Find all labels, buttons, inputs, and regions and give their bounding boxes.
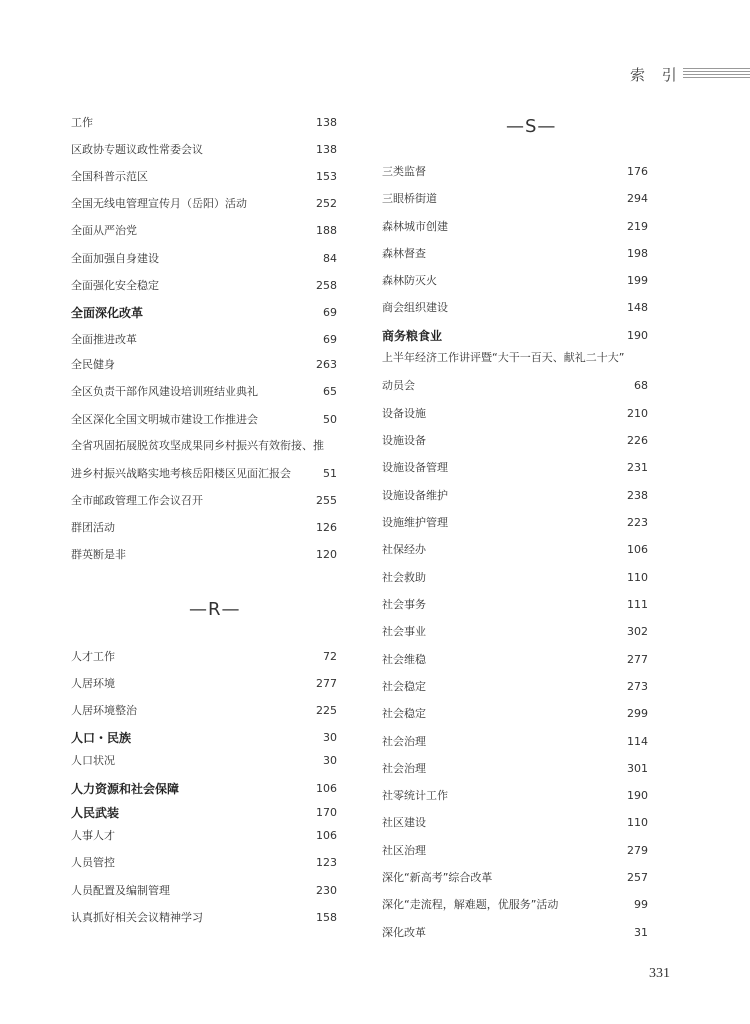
index-entry bbox=[382, 404, 648, 424]
index-entry bbox=[382, 868, 648, 888]
index-term: 社会稳定 bbox=[382, 680, 426, 693]
index-entry bbox=[382, 677, 648, 697]
index-term: 人才工作 bbox=[71, 650, 115, 663]
index-page-number: 106 bbox=[316, 829, 337, 842]
index-entry bbox=[71, 881, 337, 901]
index-term: 人民武装 bbox=[71, 806, 120, 820]
header-title: 索 引 bbox=[630, 66, 683, 84]
index-term: 全国无线电管理宣传月（岳阳）活动 bbox=[71, 197, 247, 210]
index-page-number: 257 bbox=[627, 871, 648, 884]
index-entry bbox=[71, 751, 337, 771]
index-term: 群团活动 bbox=[71, 521, 115, 534]
index-page-number: 223 bbox=[627, 516, 648, 529]
index-entry bbox=[382, 298, 648, 318]
index-entry bbox=[382, 217, 648, 237]
index-page-number: 238 bbox=[627, 489, 648, 502]
index-page-number: 65 bbox=[323, 385, 337, 398]
index-page-number: 50 bbox=[323, 413, 337, 426]
index-term: 区政协专题议政性常委会议 bbox=[71, 143, 203, 156]
index-entry bbox=[382, 162, 648, 182]
index-term: 全省巩固拓展脱贫攻坚成果同乡村振兴有效衔接、推 bbox=[71, 439, 324, 452]
index-page-number: 231 bbox=[627, 461, 648, 474]
index-term: 全面深化改革 bbox=[71, 306, 144, 320]
index-page-number: 31 bbox=[634, 926, 648, 939]
index-page-number: 106 bbox=[627, 543, 648, 556]
index-entry bbox=[71, 728, 337, 748]
index-entry bbox=[71, 194, 337, 214]
index-entry bbox=[71, 545, 337, 565]
index-page-number: 110 bbox=[627, 816, 648, 829]
index-entry bbox=[71, 355, 337, 375]
index-term: 商务粮食业 bbox=[382, 329, 443, 343]
index-entry bbox=[382, 622, 648, 642]
index-page-number: 226 bbox=[627, 434, 648, 447]
index-page-number: 126 bbox=[316, 521, 337, 534]
index-page-number: 158 bbox=[316, 911, 337, 924]
index-page-number: 277 bbox=[627, 653, 648, 666]
index-term: 全面强化安全稳定 bbox=[71, 279, 159, 292]
index-page-number: 111 bbox=[627, 598, 648, 611]
index-term: 社零统计工作 bbox=[382, 789, 448, 802]
index-term: 社会事业 bbox=[382, 625, 426, 638]
index-page-number: 190 bbox=[627, 329, 648, 342]
page-number: 331 bbox=[649, 966, 670, 981]
index-term: 工作 bbox=[71, 116, 93, 129]
index-page-number: 188 bbox=[316, 224, 337, 237]
index-entry bbox=[382, 895, 648, 915]
index-term: 人员配置及编制管理 bbox=[71, 884, 170, 897]
index-page-number: 120 bbox=[316, 548, 337, 561]
index-term: 社会稳定 bbox=[382, 707, 426, 720]
index-entry bbox=[382, 595, 648, 615]
index-entry bbox=[382, 376, 648, 396]
index-page-number: 72 bbox=[323, 650, 337, 663]
index-term: 人口状况 bbox=[71, 754, 115, 767]
index-term: 森林城市创建 bbox=[382, 220, 448, 233]
index-entry bbox=[382, 271, 648, 291]
index-page-number: 190 bbox=[627, 789, 648, 802]
index-entry bbox=[71, 167, 337, 187]
index-entry bbox=[71, 436, 337, 456]
index-page-number: 252 bbox=[316, 197, 337, 210]
index-term: 全市邮政管理工作会议召开 bbox=[71, 494, 203, 507]
index-entry bbox=[71, 249, 337, 269]
index-entry bbox=[71, 113, 337, 133]
index-term: 动员会 bbox=[382, 379, 415, 392]
index-term: 人力资源和社会保障 bbox=[71, 782, 180, 796]
index-term: 设备设施 bbox=[382, 407, 426, 420]
index-page-number: 123 bbox=[316, 856, 337, 869]
index-entry bbox=[382, 326, 648, 346]
index-entry bbox=[71, 803, 337, 823]
index-entry bbox=[382, 786, 648, 806]
index-entry bbox=[382, 732, 648, 752]
index-page-number: 299 bbox=[627, 707, 648, 720]
index-page-number: 255 bbox=[316, 494, 337, 507]
index-term: 三眼桥街道 bbox=[382, 192, 437, 205]
index-page-number: 199 bbox=[627, 274, 648, 287]
index-term: 全面推进改革 bbox=[71, 333, 137, 346]
index-term: 全面从严治党 bbox=[71, 224, 137, 237]
index-entry bbox=[382, 189, 648, 209]
index-term: 社保经办 bbox=[382, 543, 426, 556]
index-entry bbox=[71, 853, 337, 873]
index-entry bbox=[382, 348, 648, 368]
index-page-number: 30 bbox=[323, 731, 337, 744]
index-page-number: 230 bbox=[316, 884, 337, 897]
index-entry bbox=[71, 303, 337, 323]
index-page-number: 138 bbox=[316, 143, 337, 156]
index-term: 全区深化全国文明城市建设工作推进会 bbox=[71, 413, 258, 426]
index-term: 森林督查 bbox=[382, 247, 426, 260]
index-page-number: 138 bbox=[316, 116, 337, 129]
index-page-number: 294 bbox=[627, 192, 648, 205]
index-term: 设施设备 bbox=[382, 434, 426, 447]
index-term: 进乡村振兴战略实地考核岳阳楼区见面汇报会 bbox=[71, 467, 291, 480]
index-term: 全国科普示范区 bbox=[71, 170, 148, 183]
section-heading-s: —S— bbox=[506, 116, 557, 137]
index-term: 人居环境 bbox=[71, 677, 115, 690]
index-term: 设施维护管理 bbox=[382, 516, 448, 529]
index-page-number: 279 bbox=[627, 844, 648, 857]
index-term: 社会治理 bbox=[382, 735, 426, 748]
index-page-number: 170 bbox=[316, 806, 337, 819]
index-term: 商会组织建设 bbox=[382, 301, 448, 314]
index-term: 森林防灭火 bbox=[382, 274, 437, 287]
index-term: 社会维稳 bbox=[382, 653, 426, 666]
index-page-number: 258 bbox=[316, 279, 337, 292]
index-entry bbox=[71, 779, 337, 799]
index-page-number: 198 bbox=[627, 247, 648, 260]
index-entry bbox=[71, 382, 337, 402]
index-entry bbox=[71, 276, 337, 296]
index-term: 上半年经济工作讲评暨“大干一百天、献礼二十大” bbox=[382, 351, 625, 364]
index-entry bbox=[71, 518, 337, 538]
index-page-number: 225 bbox=[316, 704, 337, 717]
index-entry bbox=[71, 491, 337, 511]
index-page-number: 110 bbox=[627, 571, 648, 584]
index-entry bbox=[382, 431, 648, 451]
index-entry bbox=[71, 674, 337, 694]
index-term: 群英断是非 bbox=[71, 548, 126, 561]
index-entry bbox=[71, 140, 337, 160]
index-page-number: 69 bbox=[323, 333, 337, 346]
index-entry bbox=[71, 908, 337, 928]
index-page-number: 302 bbox=[627, 625, 648, 638]
index-term: 三类监督 bbox=[382, 165, 426, 178]
index-page-number: 114 bbox=[627, 735, 648, 748]
index-page-number: 51 bbox=[323, 467, 337, 480]
index-page-number: 153 bbox=[316, 170, 337, 183]
index-entry bbox=[382, 650, 648, 670]
index-term: 深化改革 bbox=[382, 926, 426, 939]
index-entry bbox=[71, 647, 337, 667]
index-entry bbox=[71, 410, 337, 430]
index-term: 社会事务 bbox=[382, 598, 426, 611]
index-page-number: 210 bbox=[627, 407, 648, 420]
index-term: 人员管控 bbox=[71, 856, 115, 869]
index-page-number: 277 bbox=[316, 677, 337, 690]
index-term: 设施设备管理 bbox=[382, 461, 448, 474]
index-term: 全面加强自身建设 bbox=[71, 252, 159, 265]
index-entry bbox=[71, 464, 337, 484]
index-entry bbox=[382, 540, 648, 560]
index-page-number: 99 bbox=[634, 898, 648, 911]
index-page-number: 219 bbox=[627, 220, 648, 233]
index-entry bbox=[382, 704, 648, 724]
index-term: 认真抓好相关会议精神学习 bbox=[71, 911, 203, 924]
index-page-number: 84 bbox=[323, 252, 337, 265]
index-term: 深化“走流程，解难题，优服务”活动 bbox=[382, 898, 559, 911]
index-term: 全民健身 bbox=[71, 358, 115, 371]
index-entry bbox=[71, 221, 337, 241]
index-page-number: 301 bbox=[627, 762, 648, 775]
index-term: 设施设备维护 bbox=[382, 489, 448, 502]
index-page-number: 106 bbox=[316, 782, 337, 795]
index-entry bbox=[382, 759, 648, 779]
index-term: 社区治理 bbox=[382, 844, 426, 857]
index-entry bbox=[382, 568, 648, 588]
index-entry bbox=[382, 486, 648, 506]
index-page-number: 30 bbox=[323, 754, 337, 767]
section-heading-r: —R— bbox=[189, 599, 241, 620]
index-term: 社区建设 bbox=[382, 816, 426, 829]
index-term: 深化“新高考”综合改革 bbox=[382, 871, 493, 884]
index-entry bbox=[71, 330, 337, 350]
index-entry bbox=[382, 244, 648, 264]
index-entry bbox=[382, 813, 648, 833]
index-term: 人居环境整治 bbox=[71, 704, 137, 717]
index-term: 社会救助 bbox=[382, 571, 426, 584]
index-page-number: 69 bbox=[323, 306, 337, 319]
index-page-number: 263 bbox=[316, 358, 337, 371]
index-page-number: 148 bbox=[627, 301, 648, 314]
index-term: 人口・民族 bbox=[71, 731, 132, 745]
index-page-number: 68 bbox=[634, 379, 648, 392]
index-entry bbox=[71, 701, 337, 721]
index-entry bbox=[382, 923, 648, 943]
index-term: 社会治理 bbox=[382, 762, 426, 775]
header-decorative-lines bbox=[683, 68, 750, 80]
index-page-number: 176 bbox=[627, 165, 648, 178]
index-entry bbox=[382, 841, 648, 861]
index-entry bbox=[382, 458, 648, 478]
index-term: 全区负责干部作风建设培训班结业典礼 bbox=[71, 385, 258, 398]
index-page-number: 273 bbox=[627, 680, 648, 693]
index-entry bbox=[382, 513, 648, 533]
index-entry bbox=[71, 826, 337, 846]
index-term: 人事人才 bbox=[71, 829, 115, 842]
